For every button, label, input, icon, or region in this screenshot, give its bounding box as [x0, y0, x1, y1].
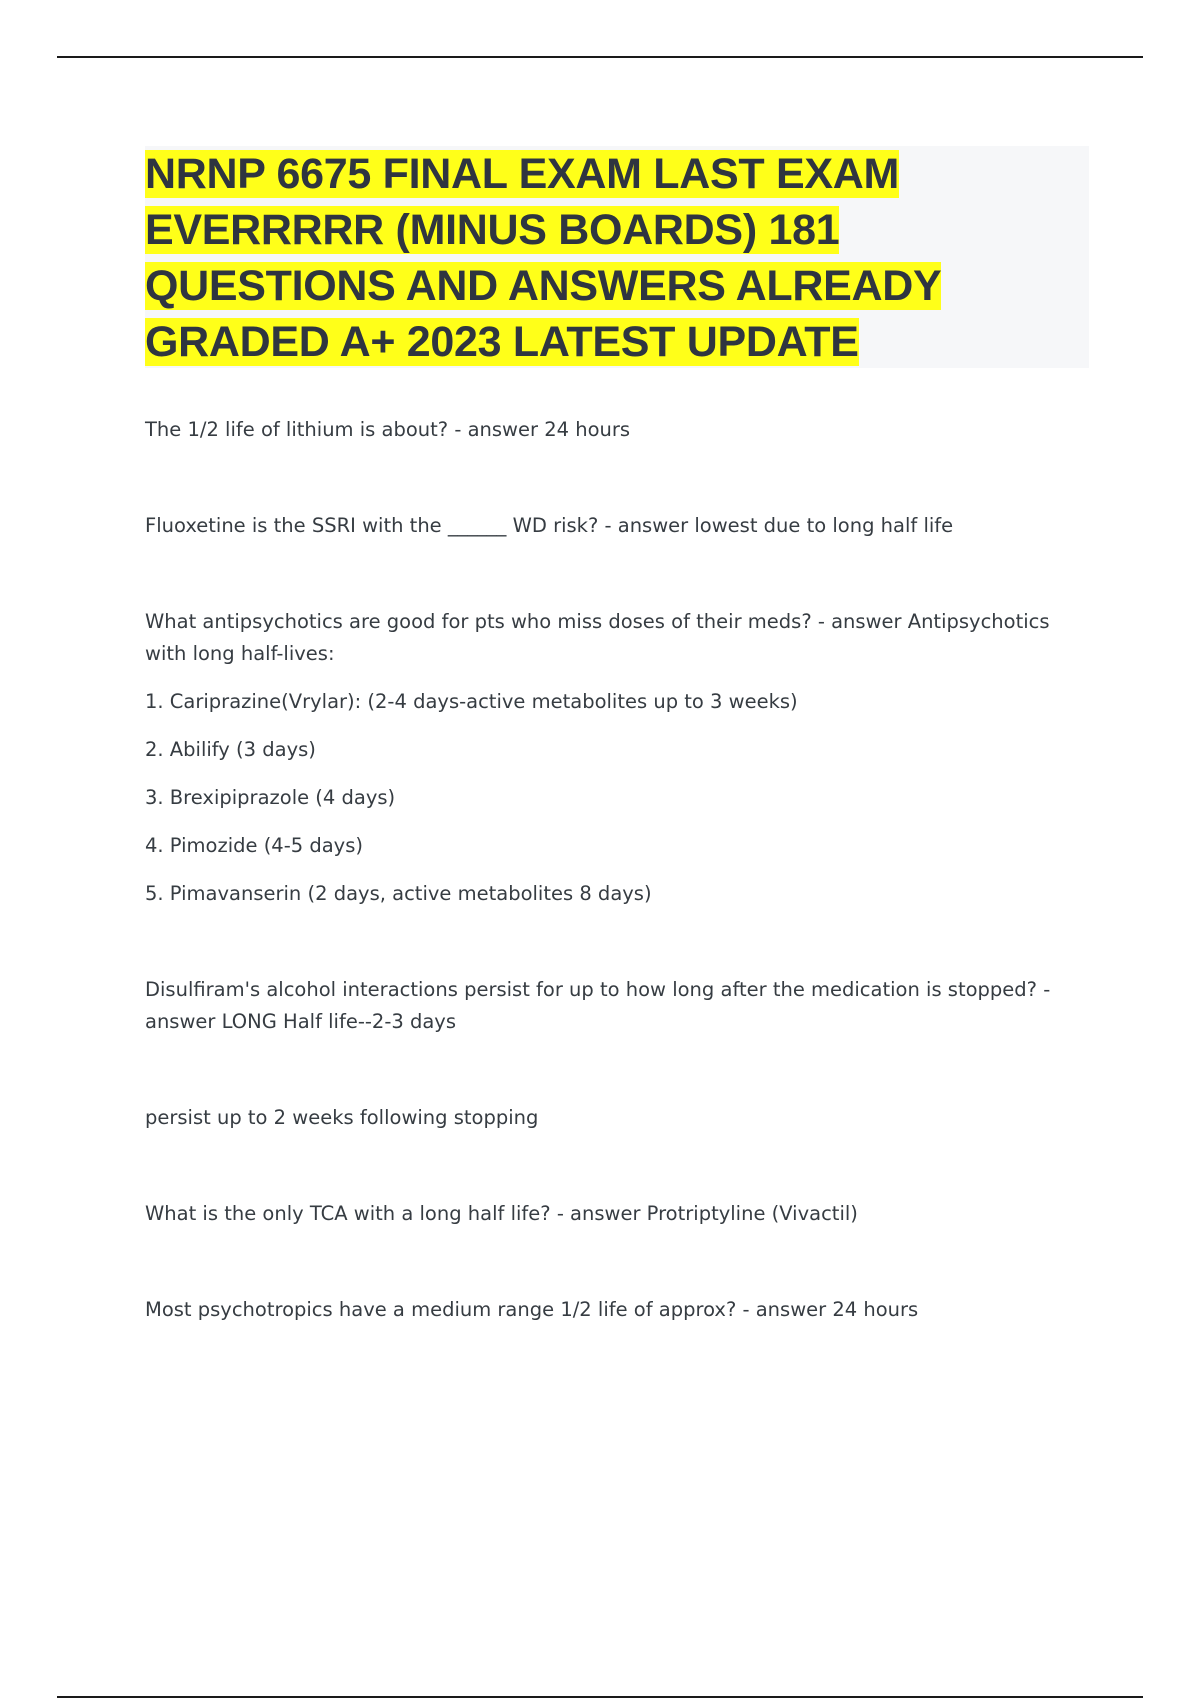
- bottom-rule: [57, 1696, 1143, 1698]
- qa-item-disulfiram-followup: persist up to 2 weeks following stopping: [145, 1106, 539, 1129]
- qa-item-disulfiram: Disulfiram's alcohol interactions persist for up to how long after the medication is stopped? - answer LONG Half life--2-3 days: [145, 978, 1051, 1033]
- antipsychotic-list: [145, 686, 1075, 910]
- list-item: 2. Abilify (3 days): [145, 738, 316, 761]
- qa-item-tca-long-half-life: What is the only TCA with a long half life? - answer Protriptyline (Vivactil): [145, 1202, 858, 1225]
- list-item: 4. Pimozide (4-5 days): [145, 834, 363, 857]
- document-title: [145, 146, 1089, 370]
- qa-item-fluoxetine-wd-risk: Fluoxetine is the SSRI with the ______ WD risk? - answer lowest due to long half life: [145, 514, 954, 537]
- title-highlight: NRNP 6675 FINAL EXAM LAST EXAM EVERRRRR (MINUS BOARDS) 181 QUESTIONS AND ANSWERS ALREADY GRADED A+ 2023 LATEST UPDATE: [145, 150, 942, 366]
- qa-item-lithium-half-life: The 1/2 life of lithium is about? - answer 24 hours: [145, 418, 631, 441]
- qa-content: [145, 414, 1075, 1326]
- list-item: 5. Pimavanserin (2 days, active metabolites 8 days): [145, 882, 652, 905]
- top-rule: [57, 56, 1143, 58]
- list-item: 1. Cariprazine(Vrylar): (2-4 days-active metabolites up to 3 weeks): [145, 690, 798, 713]
- title-block: [145, 146, 1089, 368]
- qa-item-psychotropics-half-life: Most psychotropics have a medium range 1/2 life of approx? - answer 24 hours: [145, 1298, 919, 1321]
- list-item: 3. Brexipiprazole (4 days): [145, 786, 396, 809]
- qa-item-long-acting-antipsychotics: What antipsychotics are good for pts who miss doses of their meds? - answer Antipsychotics with long half-lives:: [145, 610, 1050, 665]
